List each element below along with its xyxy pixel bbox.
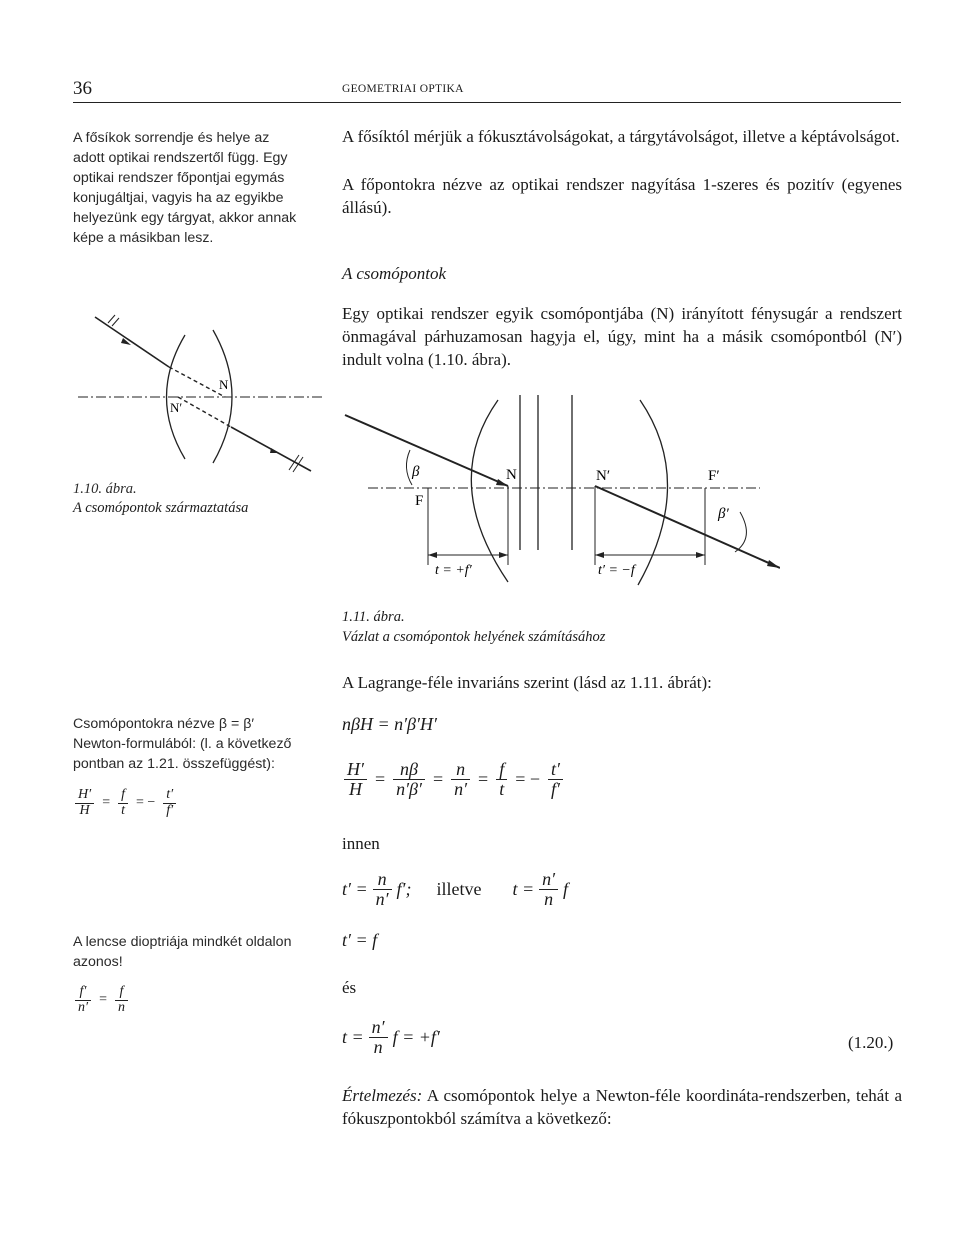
betaprime-angle-arc [735, 512, 746, 552]
paragraph-nodal-points: Egy optikai rendszer egyik csomópontjába (N) irányított fénysugár a rendszert önmagával párhuzamosan hagyja el, úgy, mint ha a másik csomópontból (N′) indult volna (1.10. ábra). [342, 304, 902, 369]
label-Nprime: N′ [170, 400, 183, 415]
eq-den: n [544, 888, 554, 909]
eq-num: n [373, 870, 392, 890]
note2-line1: Csomópontokra nézve β = β′ [73, 716, 255, 732]
eq-num: f′ [75, 985, 91, 1001]
eq-op: = [432, 768, 444, 789]
label-t-eq: t = +f′ [435, 563, 472, 578]
section-title: A csomópontok [342, 264, 447, 283]
sidebar-newton-equation [73, 788, 178, 818]
interpretation-text: A csomópontok helye a Newton-féle koordináta-rendszerben, tehát a fókuszpontokból számítva a következő: [342, 1086, 903, 1128]
equation-tprime-f: t′ = f [342, 930, 378, 950]
eq-lhs: t = [512, 878, 535, 899]
ray-arrow [767, 560, 780, 568]
eq-num: t′ [163, 788, 176, 804]
sidebar-note-principal-planes: A fősíkok sorrendje és helye az adott optikai rendszertől függ. Egy optikai rendszer főpontjai egymás konjugáltjai, vagyis ha az egyikbe helyezünk egy tárgyat, akkor annak képe a másikban lesz. [73, 130, 297, 246]
ray-tick [289, 455, 299, 470]
final-nodal-equation [342, 1018, 440, 1057]
eq-lhs: t′ = [342, 878, 368, 899]
eq-den: n′ [375, 888, 389, 909]
eq-num: nβ [393, 760, 425, 780]
paragraph-interpretation [342, 1084, 902, 1130]
equation-number: (1.20.) [848, 1033, 894, 1052]
ratio-equation [342, 760, 565, 799]
eq-num: H′ [344, 760, 367, 780]
ray-tick [108, 315, 115, 323]
word-innen: innen [342, 834, 380, 853]
word-illetve: illetve [436, 878, 482, 899]
paragraph-magnification: A főpontokra nézve az optikai rendszer nagyítása 1-szeres és pozitív (egyenes állású). [342, 175, 902, 217]
lens-right-surface [638, 400, 668, 585]
page-number: 36 [73, 78, 92, 99]
label-N: N [219, 377, 229, 392]
eq-den: H [348, 778, 362, 799]
lagrange-intro: A Lagrange-féle invariáns szerint (lásd az 1.11. ábrát): [342, 673, 712, 692]
label-tprime-eq: t′ = −f [598, 563, 635, 578]
eq-op: = [99, 992, 107, 1008]
label-Nprime: N′ [596, 468, 611, 484]
lagrange-equation: nβH = n′β′H′ [342, 714, 437, 734]
ray-arrow [121, 338, 131, 345]
eq-den: n′ [454, 778, 468, 799]
figure-1-11-diagram [340, 390, 780, 590]
eq-num: n [451, 760, 470, 780]
eq-den: f′ [166, 802, 174, 818]
nodal-equation-pair [342, 870, 568, 909]
dimension-arrow [696, 552, 705, 558]
figure-1-10-diagram [73, 305, 328, 480]
eq-num: n′ [539, 870, 558, 890]
label-betaprime: β′ [718, 506, 729, 522]
incoming-ray [95, 317, 169, 367]
header-rule [73, 102, 901, 103]
eq-num: n′ [369, 1018, 388, 1038]
label-N: N [506, 467, 517, 483]
eq-num: H′ [75, 788, 94, 804]
eq-den: n′ [78, 999, 89, 1015]
running-header: GEOMETRIAI OPTIKA [342, 83, 464, 95]
eq-op: = [102, 795, 111, 811]
eq-den: t [499, 778, 505, 799]
eq-lhs: t = [342, 1026, 364, 1047]
label-Fprime: F′ [708, 468, 720, 484]
label-beta: β [412, 464, 420, 480]
eq-rhs: f = +f′ [392, 1026, 440, 1047]
eq-rhs: f′; [396, 878, 412, 899]
ray-tick [112, 318, 119, 326]
figure-1-10-title: A csomópontok származtatása [73, 500, 249, 516]
ray-tick [293, 457, 303, 472]
eq-den: n [117, 999, 125, 1015]
ray-arrow [270, 448, 279, 453]
dimension-arrow [595, 552, 604, 558]
eq-num: t′ [548, 760, 563, 780]
paragraph-focal-distances: A fősíktól mérjük a fókusztávolságokat, a tárgytávolságot, illetve a képtávolságot. [342, 127, 900, 146]
sidebar-note-dioptre: A lencse dioptriája mindkét oldalon azonos! [73, 934, 292, 970]
eq-op: = − [515, 768, 541, 789]
note2-line2: Newton-formulából: (l. a következő pontban az 1.21. összefüggést): [73, 736, 292, 772]
eq-op: = [374, 768, 386, 789]
eq-den: n′β′ [396, 778, 422, 799]
eq-den: t [121, 802, 125, 818]
eq-den: H [79, 802, 90, 818]
eq-num: f [496, 760, 507, 780]
interpretation-label: Értelmezés: [342, 1086, 423, 1105]
dashed-ray-to-N [169, 367, 225, 397]
label-F: F [415, 493, 424, 509]
sidebar-note-nodal-beta [73, 714, 313, 774]
eq-den: f′ [551, 778, 560, 799]
eq-num: f [118, 788, 128, 804]
eq-rhs: f [563, 878, 569, 899]
dimension-arrow [499, 552, 508, 558]
eq-den: n [373, 1036, 383, 1057]
figure-1-11-number: 1.11. ábra. [342, 609, 405, 625]
sidebar-dioptre-equation [73, 985, 130, 1015]
eq-op: = [478, 768, 489, 789]
ray-from-Nprime [595, 486, 780, 568]
word-es: és [342, 978, 357, 997]
dashed-ray-from-Nprime [178, 397, 231, 427]
eq-op: = − [135, 795, 156, 811]
figure-1-11-title: Vázlat a csomópontok helyének számításához [342, 629, 606, 645]
figure-1-10-number: 1.10. ábra. [73, 481, 137, 497]
dimension-arrow [428, 552, 437, 558]
eq-num: f [115, 985, 128, 1001]
